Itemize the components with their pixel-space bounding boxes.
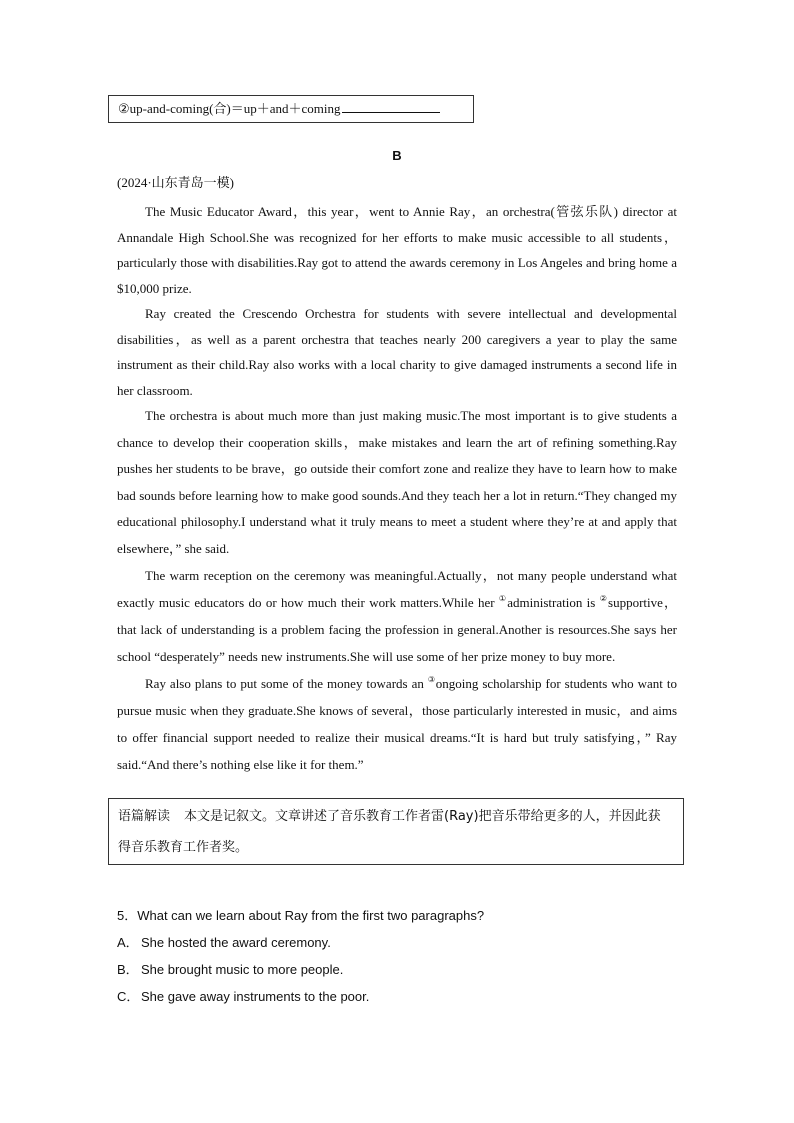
option-b-text: She brought music to more people. [141, 962, 344, 977]
footnote-mark-3: ③ [427, 675, 436, 684]
paragraph-5-text-a: Ray also plans to put some of the money towards an [145, 676, 428, 691]
paragraph-4-text-c: supportive，that lack of understanding is a problem facing the profession in general.Another is resources.She says her school “desperately” needs new instruments.She will use some of her prize money to buy more. [117, 595, 678, 664]
paragraph-2: Ray created the Crescendo Orchestra for students with severe intellectual and developmental disabilities，as well as a parent orchestra that teaches nearly 200 caregivers a year to play the same instrument as their child.Ray also works with a local charity to give damaged instruments a second life in her classroom. [117, 306, 677, 398]
paragraph-4-text-b: administration is [507, 595, 600, 610]
paragraph-5-text-b: ongoing scholarship for students who want to pursue music when they graduate.She knows of several，those particularly interested in music，and aims to offer financial support needed to realize their musical dreams.“It is hard but truly satisfying，” Ray said.“And there’s nothing else like it for them.” [117, 676, 677, 772]
answer-blank [342, 100, 440, 113]
source-label: (2024·山东青岛一模) [117, 175, 234, 190]
option-a-letter: A． [117, 935, 139, 950]
option-b-letter: B． [117, 962, 139, 977]
analysis-label: 语篇解读 [118, 809, 171, 824]
option-c-letter: C． [117, 989, 140, 1004]
paragraph-3: The orchestra is about much more than just making music.The most important is to give students a chance to develop their cooperation skills，make mistakes and learn the art of refining something.Ray pushes her students to be brave，go outside their comfort zone and realize they have to learn how to make bad sounds before learning how to make good sounds.And they teach her a lot in return.“They changed my educational philosophy.I understand what it truly means to meet a student where they’re at and apply that elsewhere，” she said. [117, 408, 677, 556]
reading-passage [117, 199, 677, 778]
paragraph-4-text-a: The warm reception on the ceremony was meaningful.Actually，not many people understand what exactly music educators do or how much their work matters.While her [117, 568, 677, 610]
paragraph-1: The Music Educator Award，this year，went to Annie Ray，an orchestra(管弦乐队) director at Annandale High School.She was recognized for her efforts to make music accessible to all students，particularly those with disabilities.Ray got to attend the awards ceremony in Los Angeles and bring home a $10,000 prize. [117, 204, 677, 296]
option-a[interactable] [117, 932, 331, 951]
vocabulary-box [108, 95, 474, 123]
footnote-mark-2: ② [599, 594, 609, 603]
paragraph-4 [117, 562, 677, 670]
option-a-text: She hosted the award ceremony. [141, 935, 331, 950]
question-stem: 5．What can we learn about Ray from the first two paragraphs? [117, 908, 485, 923]
footnote-mark-1: ① [498, 594, 508, 603]
option-b[interactable] [117, 959, 343, 978]
analysis-text: 本文是记叙文。文章讲述了音乐教育工作者雷(Ray)把音乐带给更多的人，并因此获得音乐教育工作者奖。 [118, 809, 661, 855]
option-c[interactable] [117, 986, 369, 1005]
paragraph-5 [117, 670, 677, 778]
vocabulary-text: ②up-and-coming(合)＝up＋and＋coming [118, 101, 341, 116]
analysis-box [108, 798, 684, 865]
section-title: B [392, 148, 402, 163]
option-c-text: She gave away instruments to the poor. [141, 989, 370, 1004]
